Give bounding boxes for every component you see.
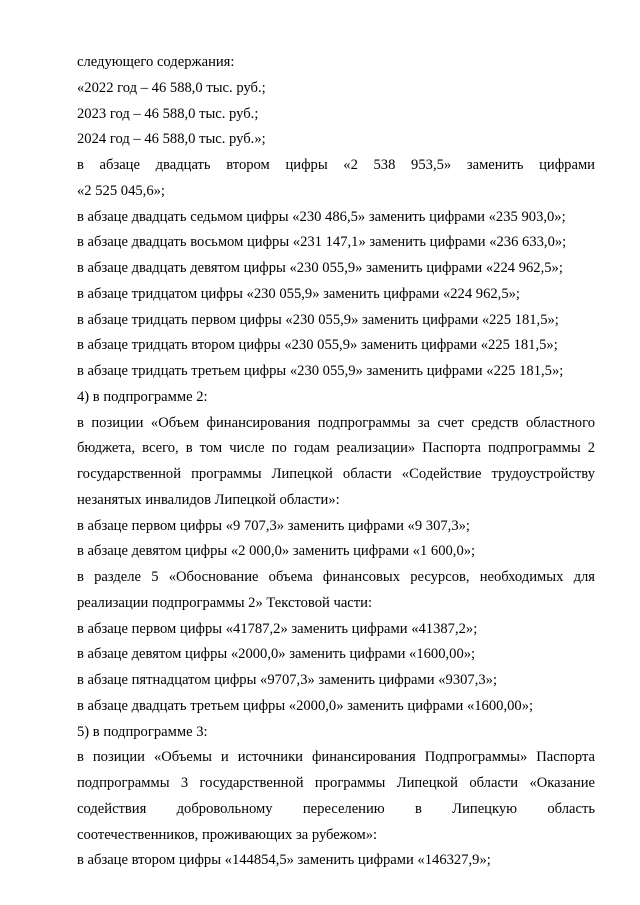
document-line: «2022 год – 46 588,0 тыс. руб.; (77, 79, 266, 96)
document-line: незанятых инвалидов Липецкой области»: (77, 491, 340, 508)
document-line: в абзаце двадцать восьмом цифры «231 147,1» заменить цифрами «236 633,0»; (77, 234, 567, 251)
document-line: в абзаце тридцатом цифры «230 055,9» заменить цифрами «224 962,5»; (77, 285, 520, 302)
document-line: в абзаце девятом цифры «2 000,0» заменить цифрами «1 600,0»; (77, 543, 476, 560)
document-line: «2 525 045,6»; (77, 182, 165, 199)
document-line: в абзаце пятнадцатом цифры «9707,3» заменить цифрами «9307,3»; (77, 672, 498, 688)
document-line: 2024 год – 46 588,0 тыс. руб.»; (77, 131, 266, 148)
document-line: в абзаце втором цифры «144854,5» заменить цифрами «146327,9»; (77, 852, 491, 869)
document-line: в абзаце двадцать седьмом цифры «230 486,5» заменить цифрами «235 903,0»; (77, 208, 566, 225)
document-line: в абзаце первом цифры «9 707,3» заменить цифрами «9 307,3»; (77, 517, 470, 534)
document-line: следующего содержания: (77, 54, 235, 70)
document-line: в абзаце двадцать девятом цифры «230 055,9» заменить цифрами «224 962,5»; (77, 260, 563, 276)
document-line: в абзаце тридцать втором цифры «230 055,9» заменить цифрами «225 181,5»; (77, 337, 558, 354)
document-line: государственной программы Липецкой области «Содействие трудоустройству (77, 466, 595, 482)
document-line: бюджета, всего, в том числе по годам реализации» Паспорта подпрограммы 2 (77, 440, 595, 457)
document-line: 2023 год – 46 588,0 тыс. руб.; (77, 105, 259, 122)
document-line: в разделе 5 «Обоснование объема финансовых ресурсов, необходимых для (77, 569, 595, 585)
document-line: в абзаце двадцать втором цифры «2 538 953,5» заменить цифрами (77, 157, 595, 173)
document-line: в абзаце девятом цифры «2000,0» заменить цифрами «1600,00»; (77, 646, 476, 663)
document-line: реализации подпрограммы 2» Текстовой части: (77, 594, 373, 611)
document-line: 4) в подпрограмме 2: (77, 388, 208, 405)
document-page (77, 50, 595, 874)
document-line: в позиции «Объем финансирования подпрограммы за счет средств областного (77, 414, 595, 431)
document-line: в позиции «Объемы и источники финансирования Подпрограммы» Паспорта (77, 749, 595, 766)
document-line: в абзаце первом цифры «41787,2» заменить цифрами «41387,2»; (77, 620, 478, 637)
document-line: содействия добровольному переселению в Липецкую область (77, 800, 595, 817)
document-line: в абзаце тридцать первом цифры «230 055,9» заменить цифрами «225 181,5»; (77, 311, 559, 328)
document-line: в абзаце двадцать третьем цифры «2000,0» заменить цифрами «1600,00»; (77, 697, 534, 714)
document-line: подпрограммы 3 государственной программы Липецкой области «Оказание (77, 775, 595, 791)
document-line: соотечественников, проживающих за рубежом»: (77, 826, 378, 843)
document-line: 5) в подпрограмме 3: (77, 723, 208, 740)
document-line: в абзаце тридцать третьем цифры «230 055,9» заменить цифрами «225 181,5»; (77, 363, 564, 379)
